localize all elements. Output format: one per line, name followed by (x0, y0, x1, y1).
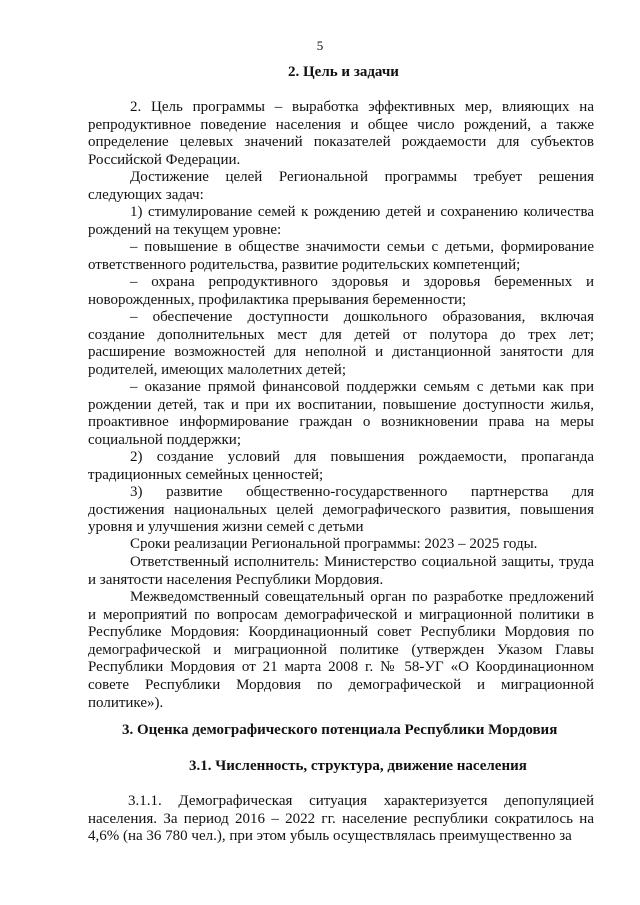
task-1-bullet-2: – охрана репродуктивного здоровья и здоровья беременных и новорожденных, профилактика прерывания беременности; (88, 274, 594, 308)
task-1-paragraph: 1) стимулирование семей к рождению детей и сохранению количества рождений на текущем уровне: (88, 204, 594, 238)
program-term-paragraph: Сроки реализации Региональной программы: 2023 – 2025 годы. (130, 536, 538, 552)
task-1-bullet-4: – оказание прямой финансовой поддержки семьям с детьми как при рождении детей, так и при их воспитании, повышение доступности жилья, проактивное информирование граждан о возникновении права на меры социальной поддержки; (88, 379, 594, 448)
coordination-council-paragraph: Межведомственный совещательный орган по разработке предложений и мероприятий по вопросам демографической и миграционной политики в Республике Мордовия: Координационный совет Республики Мордовия по демографической и миграционной политике (утвержден Указом Главы Республики Мордовия от 21 марта 2008 г. № 58-УГ «О Координационном совете Республики Мордовия по демографической и миграционной политике»). (88, 589, 594, 711)
section-3-heading: 3. Оценка демографического потенциала Республики Мордовия (122, 722, 558, 738)
section-3-1-heading: 3.1. Численность, структура, движение населения (189, 758, 527, 774)
tasks-intro-paragraph: Достижение целей Региональной программы требует решения следующих задач: (88, 169, 594, 203)
task-2-paragraph: 2) создание условий для повышения рождаемости, пропаганда традиционных семейных ценностей; (88, 449, 594, 483)
section-2-heading: 2. Цель и задачи (288, 64, 399, 80)
task-1-bullet-3: – обеспечение доступности дошкольного образования, включая создание дополнительных мест для детей от полутора до трех лет; расширение возможностей для неполной и дистанционной занятости для родителей, имеющих малолетних детей; (88, 309, 594, 378)
task-3-paragraph: 3) развитие общественно-государственного партнерства для достижения национальных целей демографического развития, повышения уровня и улучшения жизни семей с детьми (88, 484, 594, 536)
task-1-bullet-1: – повышение в обществе значимости семьи с детьми, формирование ответственного родительства, развитие родительских компетенций; (88, 239, 594, 273)
goal-paragraph: 2. Цель программы – выработка эффективных мер, влияющих на репродуктивное поведение населения и общее число рождений, а также определение целевых значений показателей рождаемости для субъектов Российской Федерации. (88, 99, 594, 168)
section-3-1-1-paragraph: 3.1.1. Демографическая ситуация характеризуется депопуляцией населения. За период 2016 – 2022 гг. население республики сократилось на 4,6% (на 36 780 чел.), при этом убыль осуществлялась преимущественно за (88, 793, 594, 845)
page-number: 5 (316, 38, 324, 53)
responsible-executor-paragraph: Ответственный исполнитель: Министерство социальной защиты, труда и занятости населения Республики Мордовия. (88, 554, 594, 588)
